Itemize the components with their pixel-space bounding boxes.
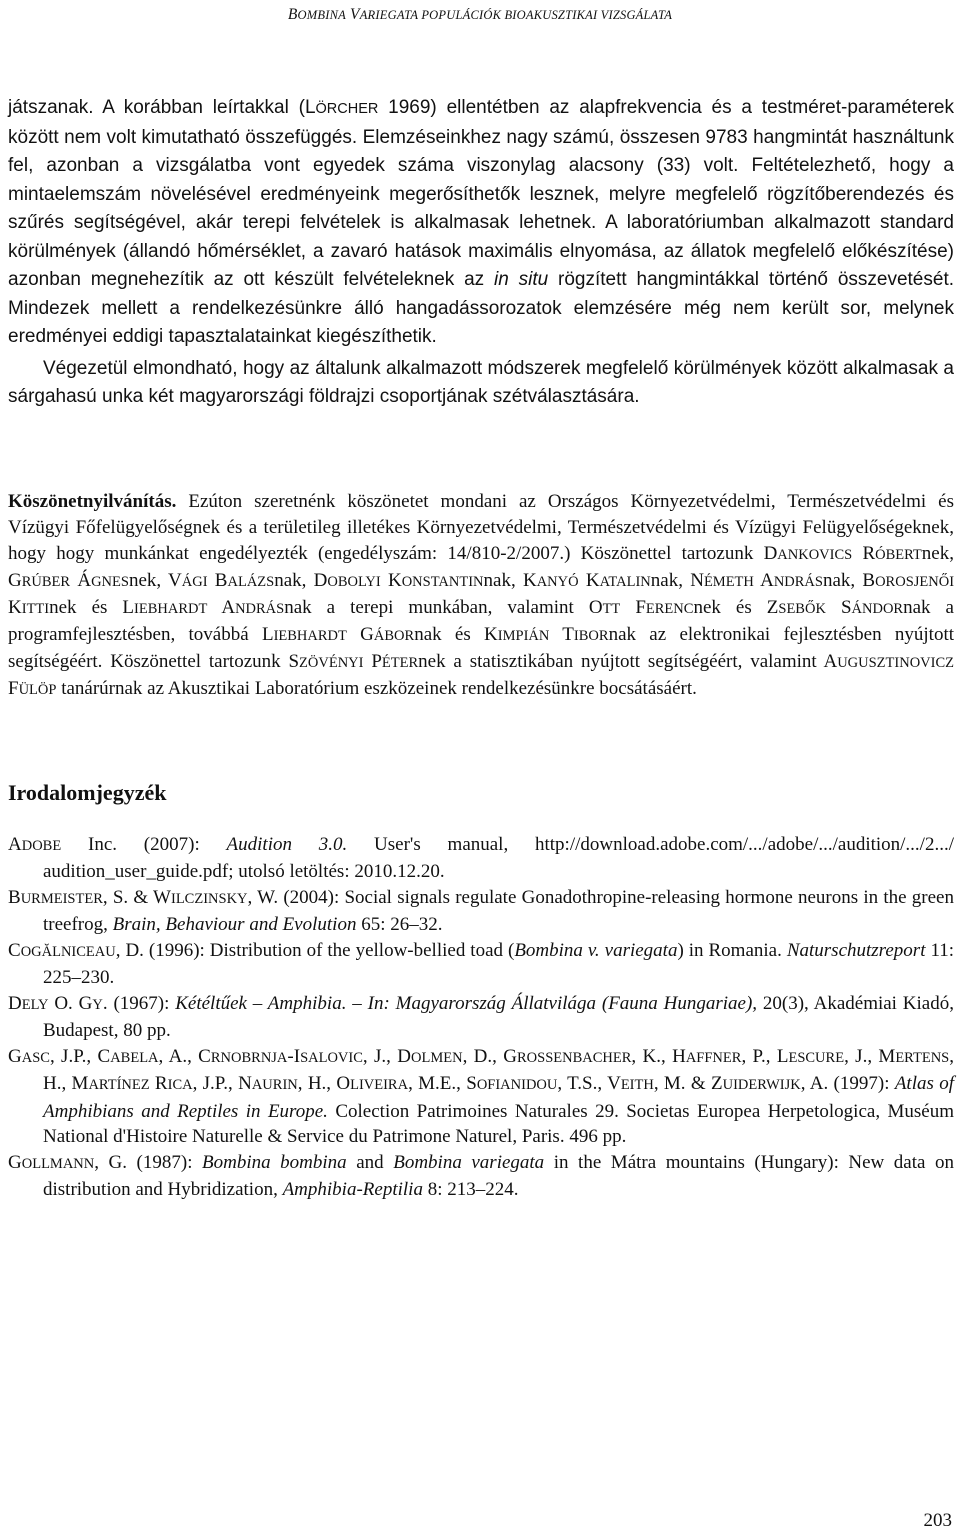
sc: SEBŐK [778, 600, 826, 617]
t: , K., H [631, 1045, 686, 1067]
reference-item [8, 1150, 954, 1203]
sc: ROSSENBACHER [516, 1049, 632, 1066]
sc: ANYÓ [536, 573, 579, 590]
sc: ÁNDOR [851, 600, 904, 617]
t: 8: 213–224. [422, 1179, 519, 1200]
text: nak és K [414, 623, 498, 645]
text: nak, N [650, 569, 704, 591]
sc: ATALIN [599, 573, 651, 590]
text: játszanak. A korábban leírtakkal (L [8, 97, 316, 118]
text: K [578, 569, 600, 591]
text: nak az elektronikai fejlesztésben nyújtott segítségéért. Köszönettel tartozunk S [8, 623, 955, 672]
page-content [8, 94, 954, 1203]
text: rögzített hangmintákkal történő összevetését. Mindezek mellett a rendelkezésünkre álló hangadássorozatok elemzésére még nem került sor, melynek eredményei eddigi tapasztalatainkat kiegészíthetik. [8, 269, 954, 347]
t: , J.P., C [49, 1045, 111, 1067]
text: nak, B [822, 569, 876, 591]
t: D [8, 992, 22, 1014]
italic: Atlas of Amphibians and Reptiles in Europe. [43, 1073, 954, 1122]
t: , W. (2004): Social signals regulate Gonadothropine-releasing hormone neurons in the green treefrog, [43, 886, 954, 935]
t: G [8, 1151, 22, 1173]
sc: AURIN [251, 1077, 298, 1093]
sc: ÁBOR [373, 627, 415, 644]
sc: ESCURE [788, 1049, 845, 1066]
sc: AFFNER [685, 1049, 742, 1066]
sc: ILCZINSKY [170, 890, 248, 907]
sc: ARTÍNEZ [88, 1077, 150, 1093]
italic: Naturschutzreport [786, 939, 926, 961]
sc: RNOBRNJA [210, 1049, 288, 1066]
text: nak a terepi munkában, valamint O [284, 596, 603, 618]
t: , A. (1997): [800, 1073, 895, 1094]
sc: ÁGI [181, 573, 208, 590]
t: , T.S., V [557, 1073, 621, 1094]
sc: ÜLÖP [18, 681, 57, 698]
t: O. G [48, 992, 93, 1014]
sc: ICA [167, 1077, 193, 1093]
t: User's manual, http://download.adobe.com/.../adobe/.../audition/.../2.../ audition_user_guide.pdf; utolsó letöltés: 2010.12.20. [43, 833, 954, 882]
text: Ezúton szeretnénk köszönetet mondani az Országos Környezetvédelmi, Természetvédelmi és Vízügyi Főfelügyelőségnek és a területileg illetékes Környezetvédelmi, Természetvédelmi és Vízügyi Felügyelőségeknek, hogy hogy munkánkat engedélyezték (engedélyszám: 14/810-2/2007.) Köszönettel tartozunk D [8, 490, 954, 564]
t: , G. (1987): [94, 1151, 203, 1173]
text: A [753, 569, 774, 591]
t: , H., M [43, 1045, 954, 1094]
text: F [620, 596, 646, 618]
running-header [0, 6, 960, 24]
sc: ÉMETH [703, 573, 754, 590]
small-caps-name: ÖRCHER [315, 101, 379, 117]
sc: ANKOVICS [777, 546, 853, 563]
t: C [8, 939, 21, 961]
sc: ÉTER [381, 654, 419, 671]
sc: OLLMANN [21, 1155, 95, 1172]
sc: TT [602, 600, 621, 617]
t: , A., C [158, 1045, 211, 1067]
text: A [207, 596, 236, 618]
italic: Kétéltűek – Amphibia. – In: Magyarország Állatvilága (Fauna Hungariae), [175, 992, 758, 1014]
sc: DOBE [21, 837, 62, 854]
text: nek a statisztikában nyújtott segítségéért, valamint A [418, 650, 838, 672]
italic-term: in situ [494, 269, 549, 290]
sc: NDRÁS [235, 600, 285, 617]
text: nak, K [483, 569, 537, 591]
sc: ASC [21, 1049, 50, 1066]
reference-item [8, 832, 954, 885]
italic: Bombina v. variegata [514, 939, 678, 961]
sc: UGUSZTINOVICZ [837, 654, 954, 671]
text: B [207, 569, 228, 591]
sc: RÚBER [21, 573, 71, 590]
sc: ITTI [21, 600, 50, 617]
sc: UIDERWIJK [722, 1077, 801, 1093]
text: F [8, 677, 19, 699]
text: nek és Z [693, 596, 779, 618]
sc: NDRÁS [773, 573, 823, 590]
sc: OROSJENŐI [875, 573, 955, 590]
t: , S. & W [102, 886, 171, 908]
t: , J.P., N [192, 1073, 252, 1094]
sc: EITH [620, 1077, 654, 1093]
text: R [852, 542, 876, 564]
reference-item [8, 938, 954, 991]
text: P [363, 650, 382, 672]
sc: OGĂLNICEAU [20, 943, 116, 960]
text: nek és L [49, 596, 135, 618]
italic: Brain, Behaviour and Evolution [112, 914, 357, 935]
sc: ONSTANTIN [401, 573, 484, 590]
header-part: ARIEGATA POPULÁCIÓK BIOAKUSZTIKAI VIZSGÁLATA [359, 8, 673, 22]
body-paragraph-1 [8, 94, 954, 352]
sc: IEBHARDT [134, 600, 208, 617]
t: , H., O [297, 1073, 351, 1094]
text: tanárúrnak az Akusztikai Laboratórium eszközeinek rendelkezésünkre bocsátásáért. [56, 677, 697, 699]
t: -I [287, 1045, 301, 1067]
header-part: OMBINA [297, 8, 346, 22]
text: S [825, 596, 852, 618]
reference-list [8, 832, 954, 1203]
sc: ÓBERT [875, 546, 922, 563]
sc: ELY [21, 996, 49, 1013]
header-part: V [350, 6, 360, 23]
t: , M.E., S [408, 1073, 477, 1094]
t: G [8, 1045, 22, 1067]
t: , D. (1996): Distribution of the yellow-bellied toad ( [115, 939, 515, 961]
sc: ABELA [110, 1049, 159, 1066]
sc: OLMEN [411, 1049, 463, 1066]
italic: Audition 3.0. [226, 833, 348, 855]
t: , M. & Z [653, 1073, 723, 1094]
t: , D., G [462, 1045, 517, 1067]
reference-item [8, 885, 954, 938]
page-number: 203 [923, 1510, 952, 1531]
acknowledgements-title: Köszönetnyilvánítás. [8, 490, 177, 512]
sc: SALOVIC [300, 1049, 363, 1066]
text: nek, V [128, 569, 182, 591]
sc: GNES [91, 573, 129, 590]
t: , P., L [741, 1045, 789, 1067]
t: , J., D [362, 1045, 411, 1067]
text: nak a programfejlesztésben, továbbá L [8, 596, 954, 645]
header-part: B [287, 6, 298, 23]
text: nek, G [8, 542, 954, 591]
sc: ZÖVÉNYI [299, 654, 364, 671]
t: . (1967): [102, 992, 176, 1014]
t: ) in Romania. [677, 939, 787, 961]
sc: OBOLYI [327, 573, 381, 590]
reference-item [8, 1044, 954, 1150]
t: B [8, 886, 21, 908]
text: Á [70, 569, 92, 591]
text: G [346, 623, 374, 645]
italic: Bombina bombina [202, 1151, 347, 1173]
acknowledgements-paragraph [8, 489, 954, 703]
t: Inc. (2007): [61, 833, 227, 855]
sc: IEBHARDT [273, 627, 347, 644]
sc: OFIANIDOU [476, 1077, 558, 1093]
t: and [346, 1151, 394, 1173]
sc: ERENC [645, 600, 694, 617]
sc: IMPIÁN [497, 627, 550, 644]
sc: Y [92, 996, 103, 1013]
sc: ALÁZS [227, 573, 275, 590]
sc: ERTENS [895, 1049, 950, 1066]
t: 20(3), Akadémiai Kiadó, Budapest, 80 pp. [43, 992, 954, 1041]
text: K [8, 596, 22, 618]
sc: IBOR [573, 627, 609, 644]
t: 11: 225–230. [43, 939, 955, 988]
italic: Bombina variegata [393, 1151, 545, 1173]
sc: LIVEIRA [350, 1077, 409, 1093]
text: K [380, 569, 402, 591]
text: 1969) ellentétben az alapfrekvencia és a testméret-paraméterek között nem volt kimutatható összefüggés. Elemzéseinkhez nagy számú, összesen 9783 hangmintát használtunk fel, azonban a vizsgálatba vont egyedek száma viszonylag alacsony (33) volt. Feltételezhető, hogy a mintaelemszám növelésével eredményeink megerősíthetők lesznek, melyre megfelelő rögzítőberendezés és szűrés segítségével, akár terepi felvételek is alkalmasak lehetnek. A laboratóriumban alkalmazott standard körülmények (állandó hőmérséklet, a zavaró hatások maximális elnyomása, az állatok megfelelő előkészítése) azonban megnehezítik az ott készült felvételeknek az [8, 97, 954, 290]
t: , J., M [844, 1045, 896, 1067]
t: Colection Patrimoines Naturales 29. Societas Europea Herpetologica, Muséum National d'Histoire Naturelle & Service du Patrimone Naturel, Paris. 496 pp. [43, 1100, 954, 1147]
italic: Amphibia-Reptilia [282, 1179, 423, 1200]
reference-item [8, 991, 954, 1044]
t: R [149, 1073, 168, 1094]
body-paragraph-2: Végezetül elmondható, hogy az általunk alkalmazott módszerek megfelelő körülmények között alkalmasak a sárgahasú unka két magyarországi földrajzi csoportjának szétválasztására. [8, 357, 954, 407]
t: in the Mátra mountains (Hungary): New data on distribution and Hybridization, [43, 1151, 954, 1200]
text: nak, D [274, 569, 328, 591]
t: 65: 26–32. [356, 914, 443, 935]
sc: URMEISTER [20, 890, 103, 907]
references-heading: Irodalomjegyzék [8, 779, 167, 805]
t: A [8, 833, 22, 855]
text: T [549, 623, 574, 645]
